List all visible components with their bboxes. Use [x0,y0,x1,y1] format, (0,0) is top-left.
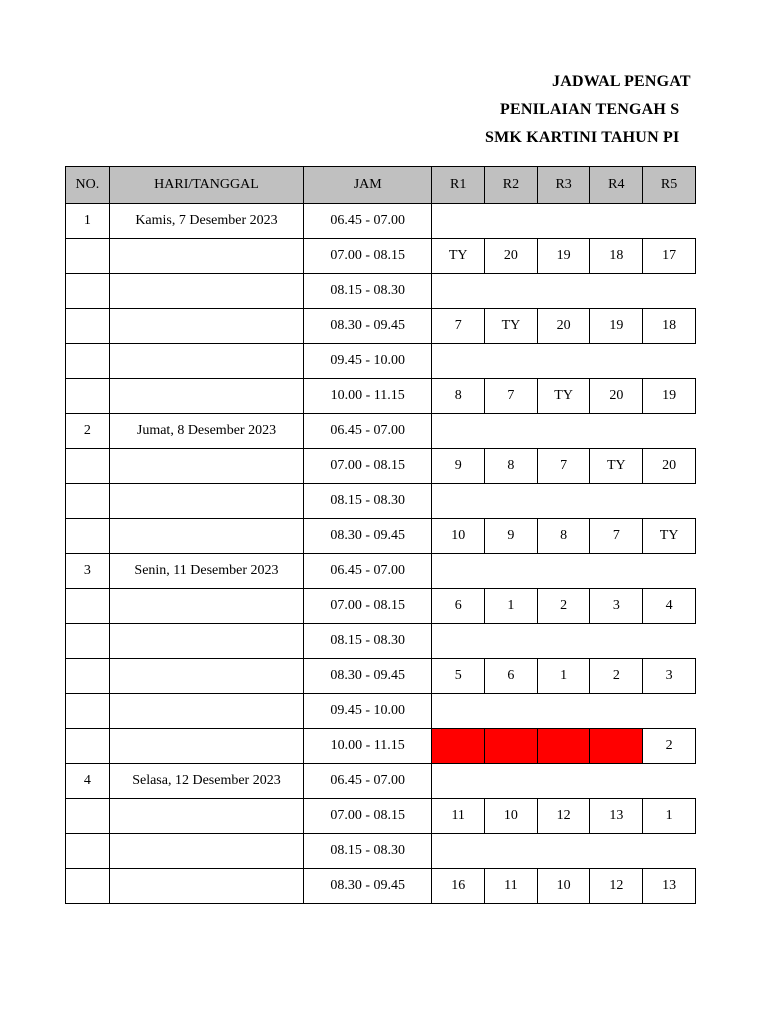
room-cell-r5: 1 [643,799,696,834]
room-break-cell [432,204,696,239]
row-day-cell [109,694,303,729]
room-cell-r2: 8 [485,449,538,484]
room-cell-r1 [432,729,485,764]
row-jam-cell: 08.15 - 08.30 [304,624,432,659]
room-cell-r4: 3 [590,589,643,624]
table-row [66,869,696,904]
row-jam-cell: 08.30 - 09.45 [304,869,432,904]
table-row [66,309,696,344]
row-jam-cell: 09.45 - 10.00 [304,694,432,729]
row-day-cell [109,274,303,309]
row-day-cell [109,624,303,659]
row-no-cell [66,834,110,869]
header-row [66,167,696,204]
table-row [66,694,696,729]
room-cell-r5: 4 [643,589,696,624]
row-no-cell: 2 [66,414,110,449]
room-break-cell [432,764,696,799]
room-cell-r5: 17 [643,239,696,274]
row-day-cell [109,449,303,484]
row-day-cell [109,309,303,344]
room-cell-r5: 13 [643,869,696,904]
header-r5: R5 [643,167,696,204]
table-row [66,519,696,554]
row-jam-cell: 10.00 - 11.15 [304,729,432,764]
row-day-cell [109,589,303,624]
row-jam-cell: 06.45 - 07.00 [304,204,432,239]
room-cell-r2: TY [485,309,538,344]
row-jam-cell: 07.00 - 08.15 [304,589,432,624]
row-no-cell [66,589,110,624]
header-no: NO. [66,167,110,204]
room-cell-r2: 11 [485,869,538,904]
row-no-cell [66,799,110,834]
row-jam-cell: 07.00 - 08.15 [304,449,432,484]
row-no-cell [66,239,110,274]
room-cell-r2: 10 [485,799,538,834]
room-cell-r4: 2 [590,659,643,694]
schedule-table [65,166,696,904]
room-cell-r2: 9 [485,519,538,554]
row-jam-cell: 06.45 - 07.00 [304,414,432,449]
room-cell-r1: 11 [432,799,485,834]
table-row [66,379,696,414]
room-cell-r4: 18 [590,239,643,274]
row-day-cell [109,484,303,519]
row-no-cell [66,729,110,764]
table-row [66,204,696,239]
row-no-cell [66,309,110,344]
table-row [66,414,696,449]
row-jam-cell: 08.15 - 08.30 [304,484,432,519]
room-cell-r3: 20 [537,309,590,344]
row-jam-cell: 10.00 - 11.15 [304,379,432,414]
row-day-cell: Kamis, 7 Desember 2023 [109,204,303,239]
room-cell-r5: 2 [643,729,696,764]
title-line-3: SMK KARTINI TAHUN PI [485,129,680,146]
room-cell-r4: 19 [590,309,643,344]
room-cell-r4: 12 [590,869,643,904]
room-cell-r2: 20 [485,239,538,274]
table-row [66,764,696,799]
table-row [66,834,696,869]
table-row [66,799,696,834]
room-cell-r2: 6 [485,659,538,694]
row-day-cell [109,869,303,904]
room-cell-r4 [590,729,643,764]
row-jam-cell: 07.00 - 08.15 [304,239,432,274]
room-cell-r1: TY [432,239,485,274]
row-no-cell: 1 [66,204,110,239]
row-no-cell: 3 [66,554,110,589]
table-row [66,484,696,519]
row-day-cell [109,344,303,379]
table-row [66,274,696,309]
room-cell-r3: 8 [537,519,590,554]
room-cell-r1: 8 [432,379,485,414]
room-break-cell [432,694,696,729]
row-no-cell [66,519,110,554]
room-break-cell [432,554,696,589]
table-row [66,554,696,589]
row-jam-cell: 08.30 - 09.45 [304,659,432,694]
row-jam-cell: 08.15 - 08.30 [304,274,432,309]
table-row [66,239,696,274]
row-no-cell [66,659,110,694]
room-cell-r2: 7 [485,379,538,414]
room-break-cell [432,834,696,869]
row-day-cell [109,379,303,414]
room-break-cell [432,414,696,449]
row-no-cell [66,449,110,484]
row-day-cell [109,799,303,834]
row-day-cell: Senin, 11 Desember 2023 [109,554,303,589]
room-cell-r3 [537,729,590,764]
room-cell-r5: TY [643,519,696,554]
row-no-cell: 4 [66,764,110,799]
row-jam-cell: 08.30 - 09.45 [304,309,432,344]
title-line-2: PENILAIAN TENGAH S [500,101,680,118]
table-row [66,624,696,659]
row-no-cell [66,694,110,729]
room-cell-r5: 3 [643,659,696,694]
room-cell-r1: 16 [432,869,485,904]
row-jam-cell: 08.30 - 09.45 [304,519,432,554]
header-r1: R1 [432,167,485,204]
header-r3: R3 [537,167,590,204]
room-break-cell [432,484,696,519]
row-day-cell [109,729,303,764]
row-no-cell [66,379,110,414]
table-row [66,729,696,764]
room-cell-r1: 5 [432,659,485,694]
header-jam: JAM [304,167,432,204]
room-cell-r2: 1 [485,589,538,624]
room-cell-r1: 10 [432,519,485,554]
room-cell-r3: 12 [537,799,590,834]
room-cell-r5: 20 [643,449,696,484]
room-cell-r1: 7 [432,309,485,344]
room-break-cell [432,344,696,379]
title-line-1: JADWAL PENGAT [552,73,691,90]
room-cell-r4: 7 [590,519,643,554]
row-jam-cell: 09.45 - 10.00 [304,344,432,379]
room-cell-r3: TY [537,379,590,414]
room-cell-r5: 19 [643,379,696,414]
row-day-cell: Selasa, 12 Desember 2023 [109,764,303,799]
room-break-cell [432,624,696,659]
header-r2: R2 [485,167,538,204]
row-jam-cell: 06.45 - 07.00 [304,764,432,799]
row-no-cell [66,344,110,379]
row-no-cell [66,869,110,904]
row-jam-cell: 06.45 - 07.00 [304,554,432,589]
table-row [66,659,696,694]
row-day-cell [109,659,303,694]
room-cell-r1: 6 [432,589,485,624]
room-cell-r4: 20 [590,379,643,414]
row-no-cell [66,484,110,519]
table-row [66,589,696,624]
row-day-cell [109,834,303,869]
row-day-cell [109,239,303,274]
room-cell-r3: 19 [537,239,590,274]
room-cell-r3: 2 [537,589,590,624]
room-cell-r3: 7 [537,449,590,484]
row-day-cell: Jumat, 8 Desember 2023 [109,414,303,449]
table-row [66,344,696,379]
room-cell-r3: 10 [537,869,590,904]
room-cell-r3: 1 [537,659,590,694]
header-day: HARI/TANGGAL [109,167,303,204]
room-break-cell [432,274,696,309]
room-cell-r4: TY [590,449,643,484]
row-no-cell [66,624,110,659]
row-jam-cell: 07.00 - 08.15 [304,799,432,834]
room-cell-r4: 13 [590,799,643,834]
header-r4: R4 [590,167,643,204]
row-jam-cell: 08.15 - 08.30 [304,834,432,869]
row-day-cell [109,519,303,554]
table-row [66,449,696,484]
room-cell-r2 [485,729,538,764]
row-no-cell [66,274,110,309]
room-cell-r5: 18 [643,309,696,344]
room-cell-r1: 9 [432,449,485,484]
schedule-body [66,204,696,904]
